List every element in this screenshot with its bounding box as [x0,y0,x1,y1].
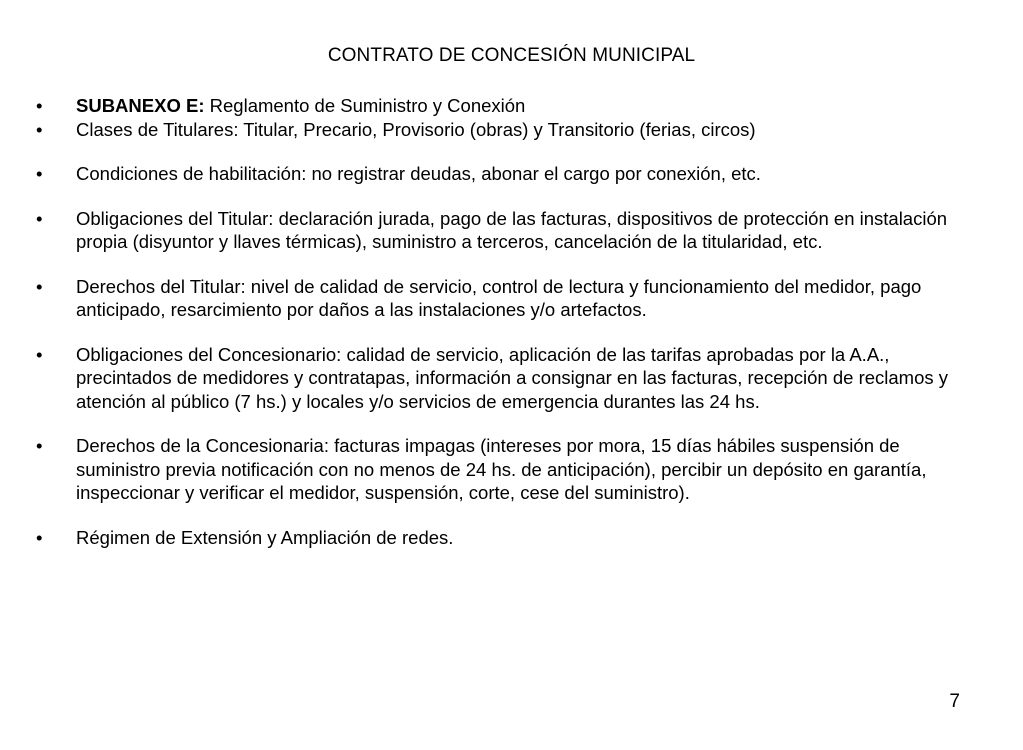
bullet-item-obligaciones-concesionario [36,343,976,414]
bullet-item-derechos-concesionaria [36,434,976,505]
bullet-text: Régimen de Extensión y Ampliación de redes. [76,526,454,548]
bullet-text: Obligaciones del Concesionario: calidad de servicio, aplicación de las tarifas aprobadas por la A.A., precintados de medidores y contratapas, información a consignar en las facturas, recepción de reclamos y atención al público (7 hs.) y locales y/o servicios de emergencia durantes las 24 hs. [76,343,949,412]
bullet-text: Reglamento de Suministro y Conexión [204,95,526,116]
bullet-item-subanexo [36,94,976,118]
bullet-list [36,94,976,549]
bullet-icon: • [36,526,43,548]
bullet-icon: • [36,163,43,184]
bullet-item-regimen-extension [36,526,976,550]
bullet-bold-prefix: SUBANEXO E: [76,95,205,116]
bullet-text: Clases de Titulares: Titular, Precario, Provisorio (obras) y Transitorio (ferias, circos) [76,118,756,140]
bullet-text: Derechos de la Concesionaria: facturas impagas (intereses por mora, 15 días hábiles suspensión de suministro previa notificación con no menos de 24 hs. de anticipación), percibir un depósito en garantía, inspeccionar y verificar el medidor, suspensión, corte, cese del suministro). [76,435,927,503]
bullet-text: Derechos del Titular: nivel de calidad de servicio, control de lectura y funcionamiento del medidor, pago anticipado, resarcimiento por daños a las instalaciones y/o artefactos. [76,275,922,320]
bullet-icon: • [36,207,43,229]
bullet-icon: • [36,275,43,297]
page-number: 7 [949,691,960,712]
bullet-item-obligaciones-titular [36,207,976,254]
bullet-item-condiciones [36,162,976,186]
bullet-text: Condiciones de habilitación: no registrar deudas, abonar el cargo por conexión, etc. [76,163,761,184]
bullet-icon: • [36,95,43,116]
bullet-icon: • [36,118,43,140]
bullet-icon: • [36,343,43,365]
bullet-item-derechos-titular [36,275,976,322]
bullet-text: Obligaciones del Titular: declaración jurada, pago de las facturas, dispositivos de protección en instalación propia (disyuntor y llaves térmicas), suministro a terceros, cancelación de la titularidad, etc. [76,207,948,252]
slide-title: CONTRATO DE CONCESIÓN MUNICIPAL [327,45,696,66]
bullet-item-clases-titulares [36,118,976,142]
bullet-icon: • [36,435,43,456]
